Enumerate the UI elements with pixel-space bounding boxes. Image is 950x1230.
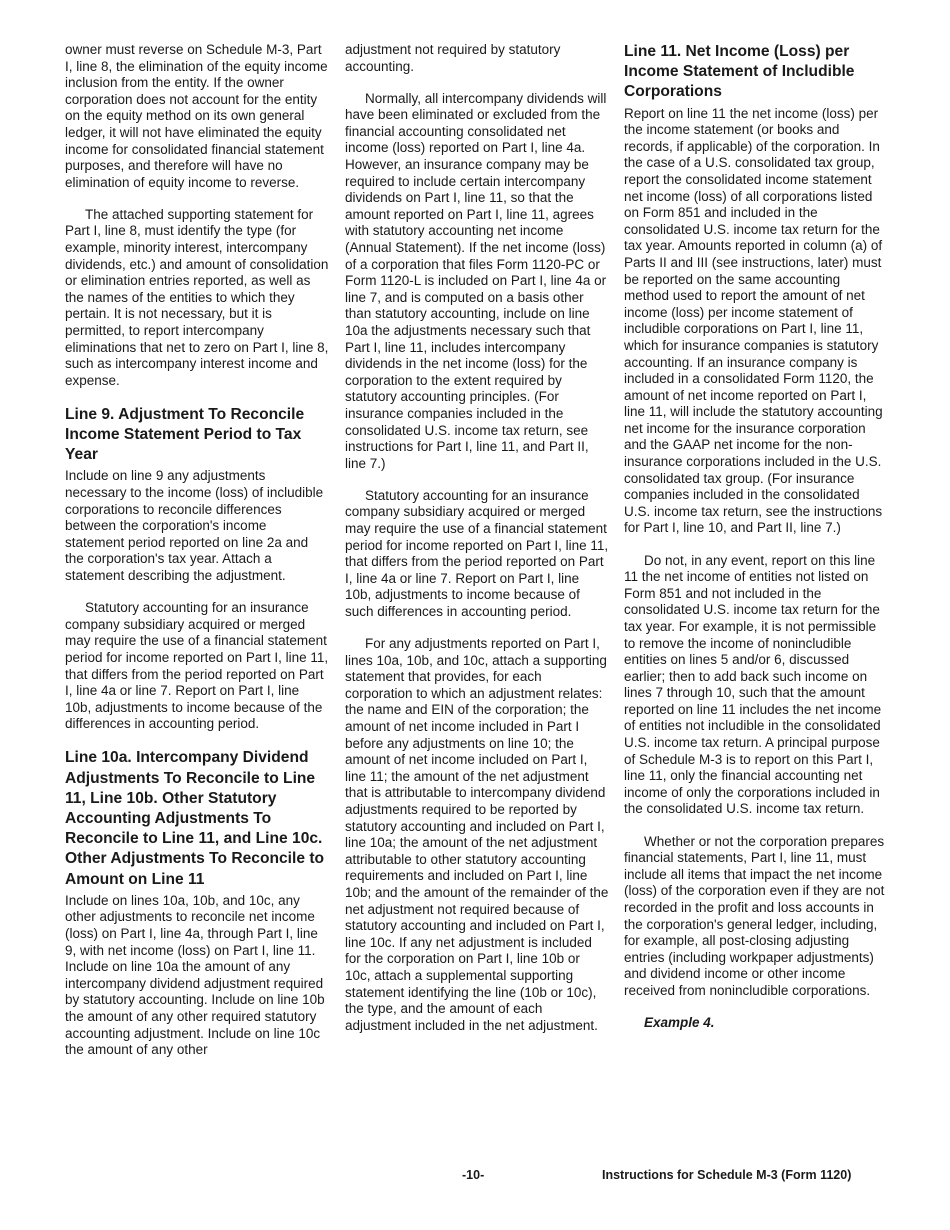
column-right [624,42,888,1030]
column-middle [345,42,609,1050]
paragraph: Statutory accounting for an insurance company subsidiary acquired or merged may require the use of a financial statement period for income reported on Part I, line 11, that differs from the period reported on Part I, line 4a or line 7. Report on Part I, line 10b, adjustments to income because of such differences in accounting period. [345,487,609,619]
paragraph: adjustment not required by statutory accounting. [345,42,561,74]
paragraph: owner must reverse on Schedule M-3, Part I, line 8, the elimination of the equity income inclusion from the entity. If the owner corporation does not account for the entity on the equity method on its own general ledger, it will not have eliminated the equity income for consolidated financial statement purposes, and therefore will have no elimination of equity income to reverse. [65,42,328,190]
section-heading-line-10: Line 10a. Intercompany Dividend Adjustments To Reconcile to Line 11, Line 10b. Other Statutory Accounting Adjustments To Reconcile to Line 11, and Line 10c. Other Adjustments To Reconcile to Amount on Line 11 [65,749,325,888]
column-left [65,42,329,1074]
paragraph: The attached supporting statement for Part I, line 8, must identify the type (for example, minority interest, intercompany dividends, etc.) and amount of consolidation or elimination entries reported, as well as the names of the entities to which they pertain. It is not necessary, but it is permitted, to report intercompany eliminations that net to zero on Part I, line 8, such as intercompany interest income and expense. [65,206,329,388]
paragraph: For any adjustments reported on Part I, lines 10a, 10b, and 10c, attach a supporting statement that provides, for each corporation to which an adjustment relates: the name and EIN of the corporation; the amount of net income included in Part I before any adjustments on line 10; the amount of net income included on Part I, line 11; the amount of the net adjustment that is attributable to intercompany dividend adjustments required to be reported by statutory accounting and included on Part I, line 10a; the amount of the net adjustment attributable to other statutory accounting requirements and included on Part I, line 10b; and the amount of the remainder of the net adjustment not required because of statutory accounting and included on Part I, line 10c. If any net adjustment is included for the corporation on Part I, line 10b or 10c, attach a supplemental supporting statement identifying the line (10b or 10c), the type, and the amount of each adjustment included in the net adjustment. [345,636,609,1033]
section-heading-line-11: Line 11. Net Income (Loss) per Income Statement of Includible Corporations [624,43,855,101]
paragraph: Include on lines 10a, 10b, and 10c, any other adjustments to reconcile net income (loss) on Part I, line 4a, through Part I, line 9, with net income (loss) on Part I, line 11. Include on line 10a the amount of any intercompany dividend adjustment required by statutory accounting. Include on line 10b the amount of any other required statutory accounting adjustment. Include on line 10c the amount of any other [65,892,325,1058]
page-number: -10- [462,1168,485,1182]
paragraph: Include on line 9 any adjustments necessary to the income (loss) of includible corporations to reconcile differences between the corporation's income statement period reported on line 2a and the corporation's tax year. Attach a statement describing the adjustment. [65,468,324,584]
section-heading-line-9: Line 9. Adjustment To Reconcile Income Statement Period to Tax Year [65,405,305,464]
document-title-footer: Instructions for Schedule M-3 (Form 1120) [602,1168,852,1182]
example-label: Example 4. [644,1014,715,1030]
paragraph: Statutory accounting for an insurance company subsidiary acquired or merged may require the use of a financial statement period for income reported on Part I, line 11, that differs from the period reported on Part I, line 4a or line 7. Report on Part I, line 10b, adjustments to income because of the differences in accounting period. [65,600,329,732]
paragraph: Do not, in any event, report on this line 11 the net income of entities not listed on Form 851 and not included in the consolidated U.S. income tax return for the tax year. For example, it is not permissible to remove the income of nonincludible entities on lines 5 and/or 6, discussed earlier; then to add back such income on lines 7 through 10, such that the amount reported on line 11 includes the net income of entities not includible in the consolidated U.S. income tax return. A principal purpose of Schedule M-3 is to report on this Part I, line 11, only the financial accounting net income of only the corporations included in the consolidated U.S. income tax return. [624,552,882,817]
paragraph: Normally, all intercompany dividends will have been eliminated or excluded from the financial accounting consolidated net income (loss) reported on Part I, line 4a. However, an insurance company may be required to include certain intercompany dividends on Part I, line 11, so that the amount reported on Part I, line 11, agrees with statutory accounting net income (Annual Statement). If the net income (loss) of a corporation that files Form 1120-PC or Form 1120-L is included on Part I, line 4a or line 7, and is computed on a basis other than statutory accounting, include on line 10a the adjustments necessary such that Part I, line 11, includes intercompany dividends in the net income (loss) for the corporation to the extent required by statutory accounting principles. (For insurance companies included in the consolidated U.S. income tax return, see instructions for Part I, line 11, and Part II, line 7.) [345,90,607,471]
paragraph: Whether or not the corporation prepares financial statements, Part I, line 11, must include all items that impact the net income (loss) of the corporation even if they are not recorded in the profit and loss accounts in the corporation's general ledger, including, for example, all post-closing adjusting entries (including workpaper adjustments) and dividend income or other income received from nonincludible corporations. [624,833,885,998]
paragraph: Report on line 11 the net income (loss) per the income statement (or books and records, if applicable) of the corporation. In the case of a U.S. consolidated tax group, report the consolidated income statement net income (loss) of all corporations listed on Form 851 and included in the consolidated U.S. income tax return for the tax year. Amounts reported in column (a) of Parts II and III (see instructions, later) must be reported on the same accounting method used to report the amount of net income (loss) per income statement of includible corporations on Part I, line 11, which for insurance companies is statutory accounting. If an insurance company is included in a consolidated Form 1120, the amount of net income reported on Part I, line 11, will include the statutory accounting net income for the insurance corporation and the GAAP net income for the non-insurance corporations included in the U.S. consolidated tax group. (For insurance companies included in the consolidated U.S. income tax return, see the instructions for Part I, line 10, and Part II, line 7.) [624,105,883,536]
